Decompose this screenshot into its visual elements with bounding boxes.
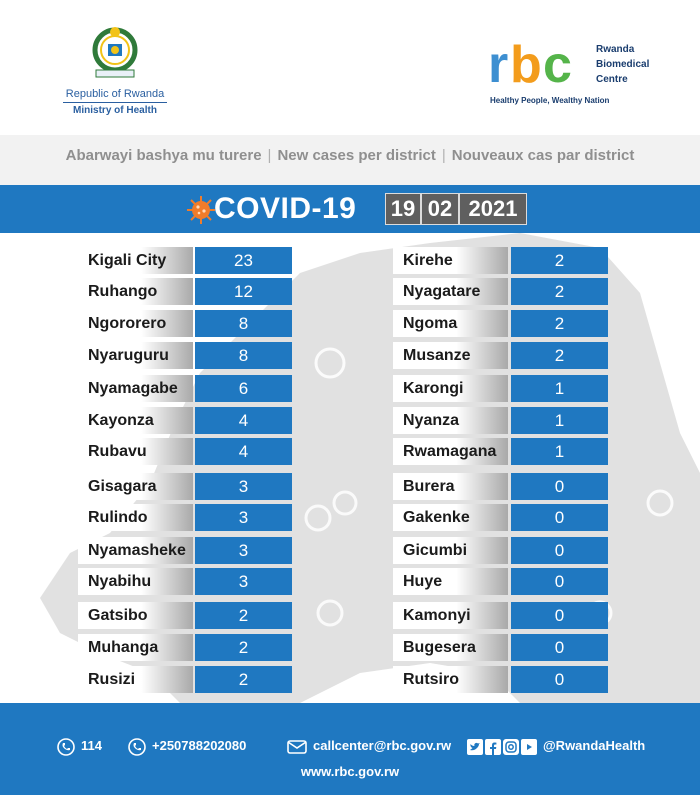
- table-row: [78, 504, 292, 531]
- table-row: [393, 247, 610, 274]
- district-name: Rubavu: [78, 438, 193, 465]
- district-cases: 2: [195, 666, 292, 693]
- district-cases: 0: [511, 537, 608, 564]
- svg-text:b: b: [510, 40, 542, 92]
- ministry-name: Ministry of Health: [73, 105, 157, 116]
- social-handle: @RwandaHealth: [543, 738, 646, 753]
- district-cases: 1: [511, 438, 608, 465]
- district-name: Rusizi: [78, 666, 193, 693]
- table-row: [78, 438, 292, 465]
- email-contact[interactable]: [287, 736, 451, 756]
- table-row: [78, 602, 292, 629]
- rbc-name-line-3: Centre: [596, 74, 628, 85]
- date-month: 02: [421, 193, 459, 225]
- table-row: [393, 537, 610, 564]
- district-name: Nyaruguru: [78, 342, 193, 369]
- table-row: [393, 666, 610, 693]
- virus-icon: [186, 195, 216, 225]
- hotline-contact[interactable]: [57, 736, 102, 756]
- district-name: Nyamasheke: [78, 537, 193, 564]
- rbc-name-line-2: Biomedical: [596, 59, 650, 70]
- district-cases: 2: [511, 310, 608, 337]
- table-row: [78, 247, 292, 274]
- covid-title: COVID-19: [214, 192, 357, 225]
- district-cases: 4: [195, 438, 292, 465]
- rbc-name-line-1: Rwanda: [596, 44, 635, 55]
- district-name: Nyanza: [393, 407, 508, 434]
- district-name: Nyabihu: [78, 568, 193, 595]
- date-day: 19: [385, 193, 421, 225]
- district-name: Gakenke: [393, 504, 508, 531]
- table-row: [78, 568, 292, 595]
- date-year: 2021: [459, 193, 527, 225]
- district-cases: 8: [195, 342, 292, 369]
- subtitle-separator: |: [267, 147, 272, 164]
- district-name: Kigali City: [78, 247, 193, 274]
- district-name: Karongi: [393, 375, 508, 402]
- rwanda-emblem-icon: [84, 22, 146, 84]
- district-name: Rwamagana: [393, 438, 508, 465]
- subtitle-english: New cases per district: [277, 147, 436, 164]
- table-row: [78, 375, 292, 402]
- district-cases: 2: [195, 602, 292, 629]
- district-name: Ngororero: [78, 310, 193, 337]
- table-row: [393, 473, 610, 500]
- district-cases: 2: [195, 634, 292, 661]
- district-cases: 12: [195, 278, 292, 305]
- district-cases: 1: [511, 407, 608, 434]
- district-name: Ngoma: [393, 310, 508, 337]
- table-row: [78, 666, 292, 693]
- table-row: [78, 278, 292, 305]
- district-cases: 0: [511, 602, 608, 629]
- social-contact[interactable]: [467, 736, 645, 756]
- district-name: Nyagatare: [393, 278, 508, 305]
- district-name: Rutsiro: [393, 666, 508, 693]
- district-cases: 6: [195, 375, 292, 402]
- svg-text:c: c: [543, 40, 572, 92]
- subtitle-french: Nouveaux cas par district: [451, 147, 635, 164]
- district-cases: 0: [511, 568, 608, 595]
- district-cases: 4: [195, 407, 292, 434]
- district-name: Gisagara: [78, 473, 193, 500]
- table-row: [393, 342, 610, 369]
- subtitle-separator: |: [441, 147, 446, 164]
- district-name: Kamonyi: [393, 602, 508, 629]
- district-name: Rulindo: [78, 504, 193, 531]
- district-cases: 3: [195, 537, 292, 564]
- table-row: [78, 310, 292, 337]
- phone-number: +250788202080: [152, 738, 247, 753]
- table-row: [393, 375, 610, 402]
- district-name: Ruhango: [78, 278, 193, 305]
- table-row: [393, 278, 610, 305]
- table-row: [393, 602, 610, 629]
- subtitle: [0, 147, 700, 164]
- district-name: Kayonza: [78, 407, 193, 434]
- website-link[interactable]: www.rbc.gov.rw: [300, 764, 400, 779]
- table-row: [78, 407, 292, 434]
- district-cases: 1: [511, 375, 608, 402]
- district-cases: 3: [195, 473, 292, 500]
- table-row: [393, 407, 610, 434]
- district-name: Musanze: [393, 342, 508, 369]
- subtitle-kinyarwanda: Abarwayi bashya mu turere: [65, 147, 262, 164]
- government-name: Republic of Rwanda: [65, 88, 165, 100]
- district-name: Kirehe: [393, 247, 508, 274]
- phone-icon: [57, 738, 75, 756]
- district-cases: 0: [511, 634, 608, 661]
- district-name: Muhanga: [78, 634, 193, 661]
- table-row: [78, 342, 292, 369]
- government-logo: [60, 22, 170, 116]
- table-row: [393, 504, 610, 531]
- email-address: callcenter@rbc.gov.rw: [313, 738, 452, 753]
- district-cases: 0: [511, 504, 608, 531]
- table-row: [393, 438, 610, 465]
- rbc-tagline: Healthy People, Wealthy Nation: [490, 96, 610, 105]
- youtube-icon[interactable]: [521, 739, 537, 755]
- table-row: [393, 568, 610, 595]
- divider: [63, 102, 167, 103]
- whatsapp-icon: [128, 738, 146, 756]
- district-cases: 23: [195, 247, 292, 274]
- svg-text:r: r: [488, 40, 509, 92]
- rbc-logo: [488, 40, 668, 110]
- district-cases: 3: [195, 504, 292, 531]
- district-name: Huye: [393, 568, 508, 595]
- table-row: [393, 310, 610, 337]
- table-row: [393, 634, 610, 661]
- district-cases: 2: [511, 247, 608, 274]
- table-row: [78, 537, 292, 564]
- hotline-number: 114: [81, 738, 102, 753]
- district-name: Burera: [393, 473, 508, 500]
- district-name: Gicumbi: [393, 537, 508, 564]
- district-name: Bugesera: [393, 634, 508, 661]
- instagram-icon[interactable]: [503, 739, 519, 755]
- district-cases: 2: [511, 342, 608, 369]
- rbc-full-name: [596, 42, 649, 87]
- district-name: Nyamagabe: [78, 375, 193, 402]
- district-cases: 3: [195, 568, 292, 595]
- phone-contact[interactable]: [128, 736, 246, 756]
- district-name: Gatsibo: [78, 602, 193, 629]
- table-row: [78, 634, 292, 661]
- district-cases: 0: [511, 473, 608, 500]
- facebook-icon[interactable]: [485, 739, 501, 755]
- table-row: [78, 473, 292, 500]
- district-cases: 8: [195, 310, 292, 337]
- district-cases: 0: [511, 666, 608, 693]
- email-icon: [287, 738, 307, 756]
- twitter-icon[interactable]: [467, 739, 483, 755]
- rbc-logo-mark: [488, 40, 593, 92]
- header: [0, 0, 700, 135]
- district-cases: 2: [511, 278, 608, 305]
